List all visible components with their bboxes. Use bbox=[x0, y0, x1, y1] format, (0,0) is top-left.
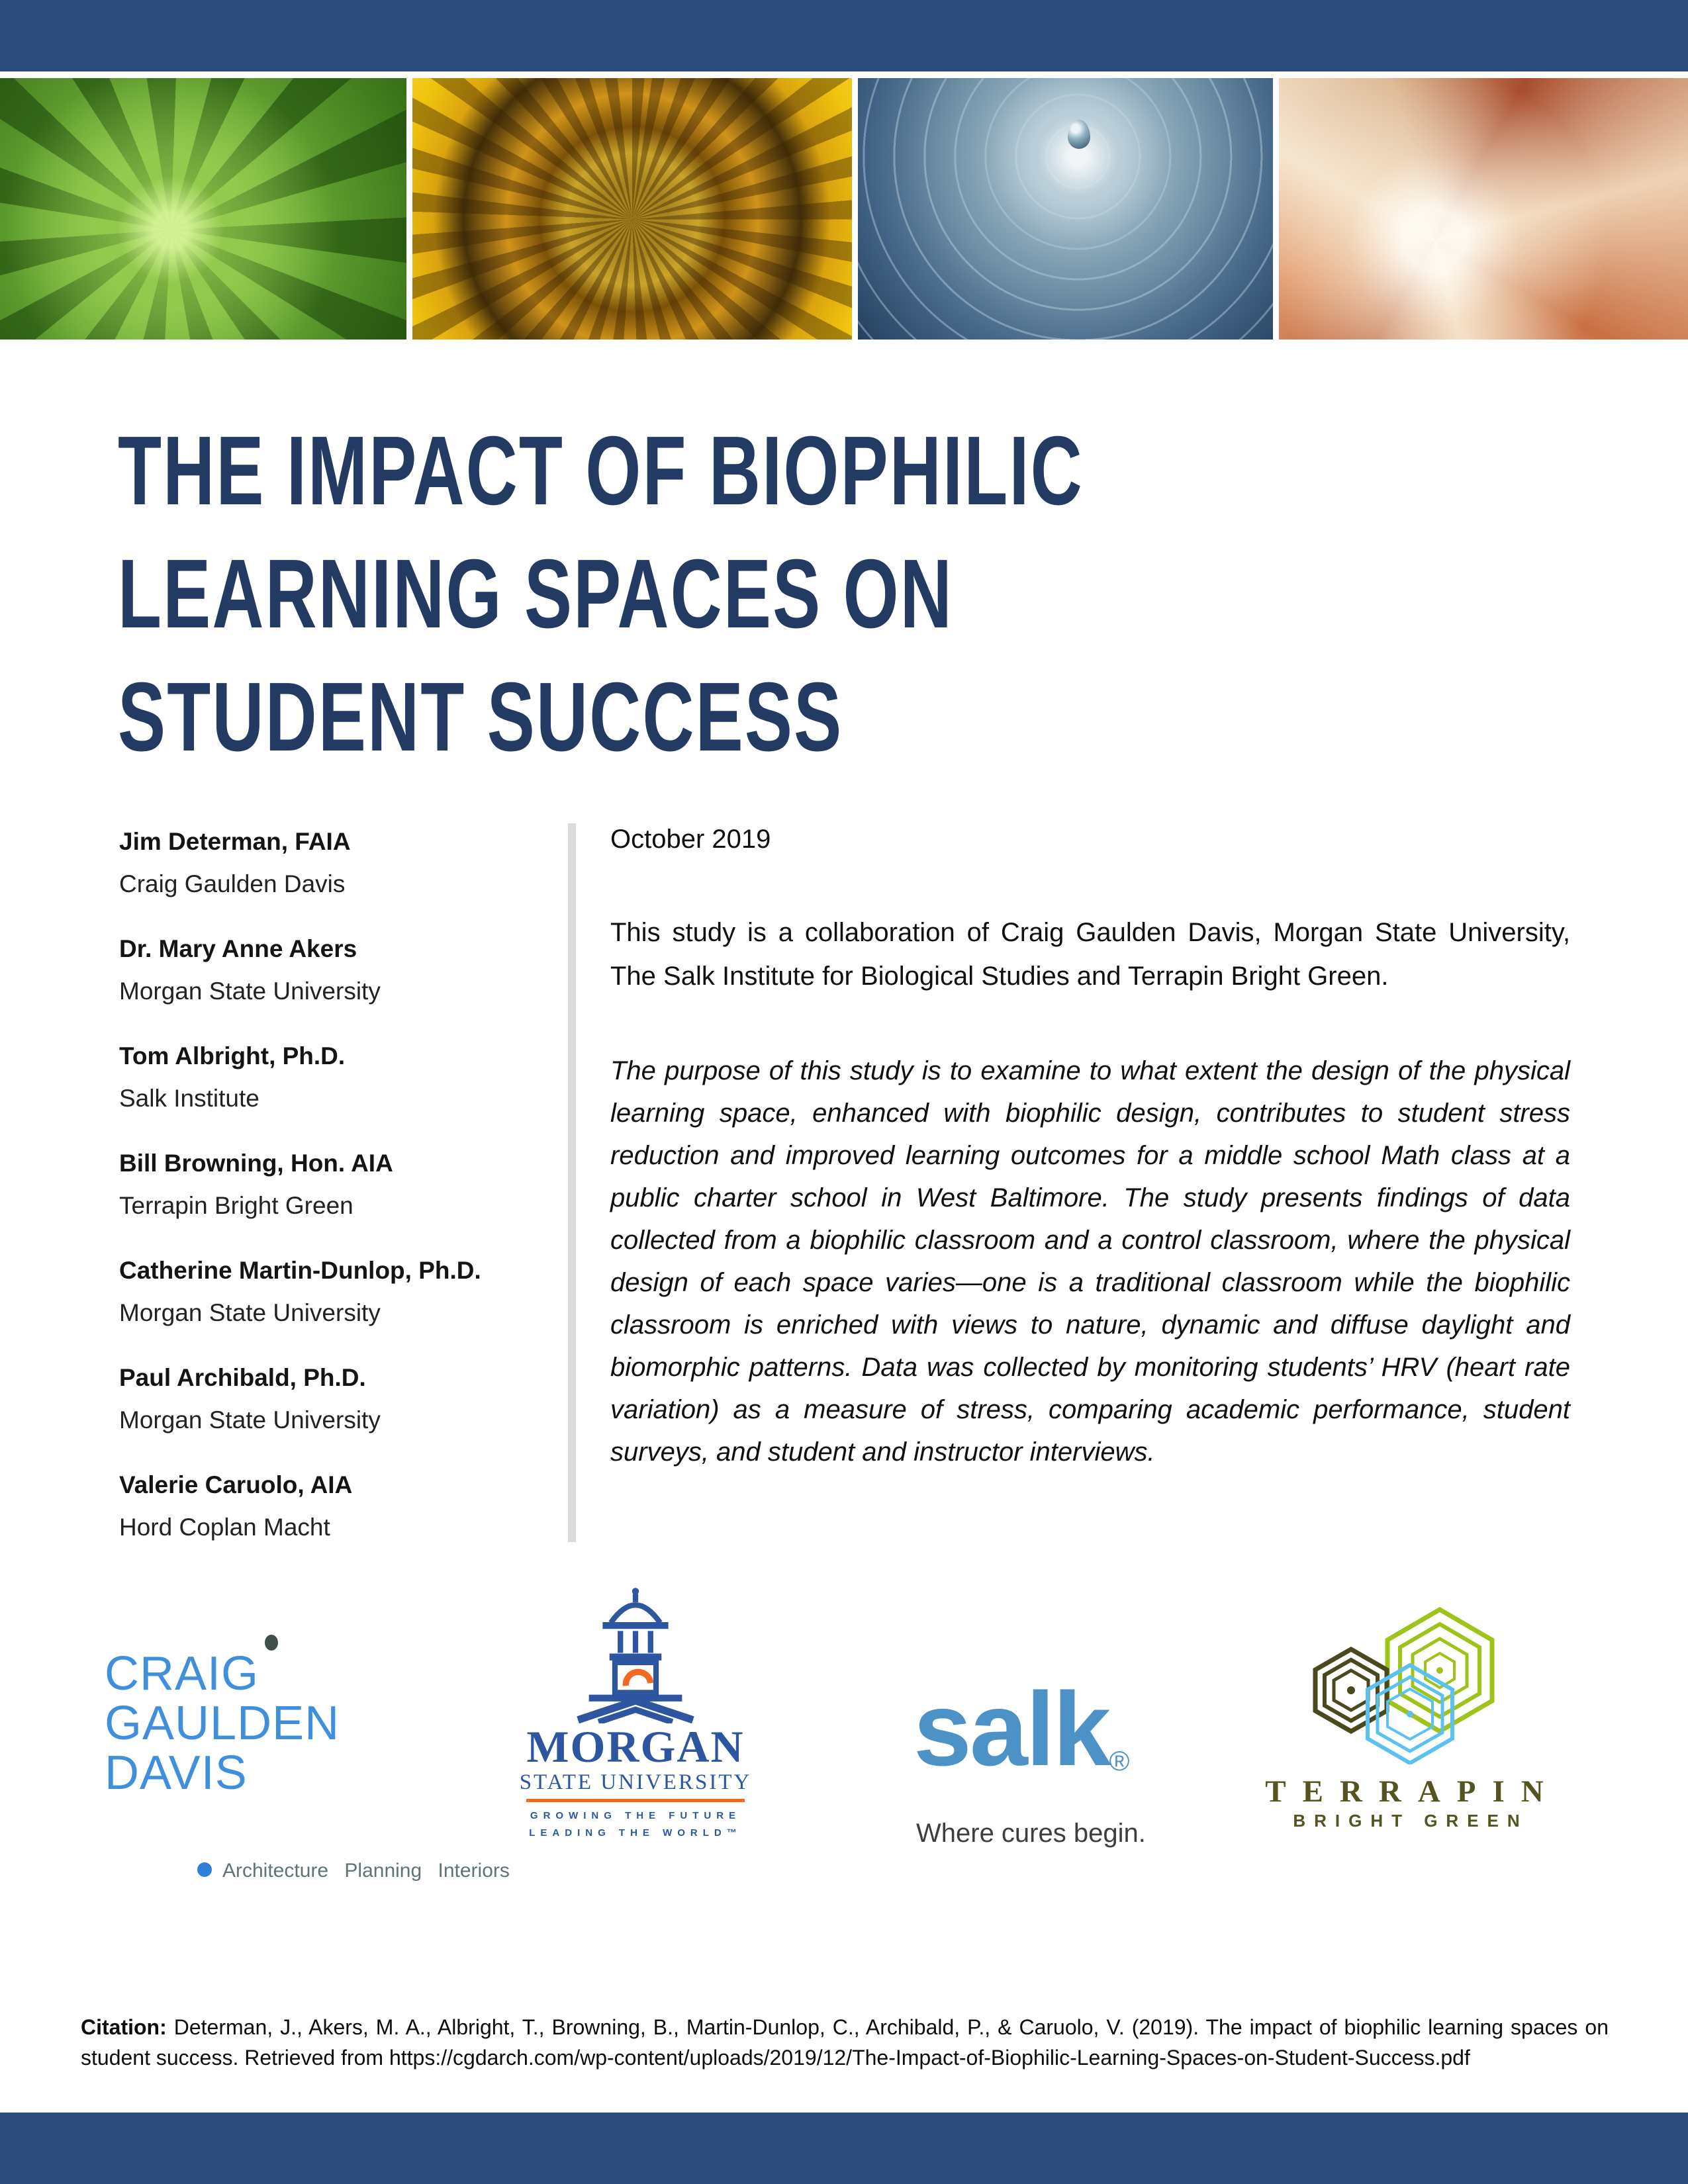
collaboration-paragraph: This study is a collaboration of Craig Gaulden Davis, Morgan State University, The Salk Institute for Biological Studies and Terrapin Bright Green. bbox=[610, 918, 1570, 991]
author-affiliation: Hord Coplan Macht bbox=[119, 1514, 330, 1541]
cgd-bullet-icon bbox=[197, 1862, 212, 1877]
author-name: Tom Albright, Ph.D. bbox=[119, 1042, 346, 1069]
author-name: Bill Browning, Hon. AIA bbox=[119, 1150, 393, 1177]
author-entry bbox=[119, 1250, 576, 1334]
author-affiliation: Morgan State University bbox=[119, 1406, 381, 1433]
column-divider bbox=[568, 823, 576, 1542]
cgd-line-1: CRAIG bbox=[105, 1647, 259, 1700]
author-name: Jim Determan, FAIA bbox=[119, 828, 351, 855]
author-entry bbox=[119, 1357, 576, 1441]
cgd-line-3: DAVIS bbox=[105, 1747, 248, 1799]
salk-wordmark-text: salk bbox=[914, 1671, 1109, 1788]
nautilus-shell-photo bbox=[1279, 78, 1688, 340]
author-affiliation: Craig Gaulden Davis bbox=[119, 870, 346, 897]
morgan-state-logo bbox=[502, 1583, 769, 1842]
terrapin-hexagons-icon bbox=[1299, 1598, 1518, 1764]
terrapin-subtitle: BRIGHT GREEN bbox=[1293, 1811, 1528, 1831]
author-name: Paul Archibald, Ph.D. bbox=[119, 1364, 366, 1391]
author-name: Valerie Caruolo, AIA bbox=[119, 1471, 353, 1498]
nature-photo-strip bbox=[0, 78, 1688, 340]
succulent-rosette-photo bbox=[0, 78, 406, 340]
title-line-3: STUDENT SUCCESS bbox=[118, 662, 843, 772]
morgan-tagline-2: LEADING THE WORLD™ bbox=[529, 1827, 742, 1839]
morgan-subtitle: STATE UNIVERSITY bbox=[519, 1770, 752, 1794]
summary-column bbox=[610, 821, 1570, 1500]
morgan-wordmark: MORGAN bbox=[526, 1721, 745, 1772]
author-entry bbox=[119, 928, 576, 1013]
page-title bbox=[118, 410, 1440, 779]
author-affiliation: Salk Institute bbox=[119, 1085, 259, 1112]
citation-label: Citation: bbox=[81, 2015, 167, 2039]
author-affiliation: Terrapin Bright Green bbox=[119, 1192, 353, 1219]
salk-wordmark bbox=[914, 1673, 1211, 1817]
author-entry bbox=[119, 821, 576, 905]
salk-logo bbox=[914, 1673, 1211, 1848]
morgan-tower-icon bbox=[559, 1583, 712, 1723]
salk-registered-mark: ® bbox=[1109, 1745, 1130, 1776]
cgd-tagline bbox=[197, 1860, 510, 1882]
publication-date: October 2019 bbox=[610, 825, 771, 854]
author-name: Catherine Martin-Dunlop, Ph.D. bbox=[119, 1257, 481, 1284]
purpose-paragraph: The purpose of this study is to examine to what extent the design of the physical learning space, enhanced with biophilic design, contributes to student stress reduction and improved learning outcomes for a middle school Math class at a public charter school in West Baltimore. The study presents findings of data collected from a biophilic classroom and a control classroom, where the physical design of each space varies—one is a traditional classroom while the biophilic classroom is enriched with views to nature, dynamic and diffuse daylight and biomorphic patterns. Data was collected by monitoring students’ HRV (heart rate variation) as a measure of stress, comparing academic performance, student surveys, and student and instructor interviews. bbox=[610, 1056, 1570, 1467]
morgan-orange-rule bbox=[526, 1799, 745, 1802]
author-name: Dr. Mary Anne Akers bbox=[119, 935, 357, 962]
craig-gaulden-davis-logo bbox=[105, 1647, 510, 1882]
bottom-accent-bar bbox=[0, 2113, 1688, 2184]
author-entry bbox=[119, 1035, 576, 1120]
author-affiliation: Morgan State University bbox=[119, 1299, 381, 1326]
title-line-2: LEARNING SPACES ON bbox=[118, 539, 953, 649]
water-drop-icon bbox=[1068, 120, 1090, 149]
cgd-tagline-text: Architecture Planning Interiors bbox=[222, 1860, 510, 1882]
cgd-line-2: GAULDEN bbox=[105, 1697, 340, 1750]
author-affiliation: Morgan State University bbox=[119, 978, 381, 1005]
salk-tagline: Where cures begin. bbox=[916, 1819, 1146, 1848]
citation-text: Determan, J., Akers, M. A., Albright, T., Browning, B., Martin-Dunlop, C., Archibald, P., & Caruolo, V. (2019). The impact of biophilic learning spaces on student success. Retrieved from https://cgdarch.com/wp-content/uploads/2019/12/The-Impact-of-Biophilic-Learning-Spaces-on-Student-Success.pdf bbox=[81, 2015, 1609, 2070]
sunflower-center-photo bbox=[412, 78, 852, 340]
top-accent-bar bbox=[0, 0, 1688, 71]
author-entry bbox=[119, 1142, 576, 1227]
water-droplet-photo bbox=[858, 78, 1273, 340]
cgd-dot-icon bbox=[265, 1635, 278, 1651]
morgan-tagline-1: GROWING THE FUTURE bbox=[530, 1810, 741, 1821]
title-line-1: THE IMPACT OF BIOPHILIC bbox=[118, 416, 1084, 526]
citation bbox=[81, 2012, 1609, 2073]
author-list bbox=[119, 821, 576, 1571]
terrapin-logo bbox=[1250, 1598, 1568, 1832]
author-entry bbox=[119, 1464, 576, 1549]
terrapin-wordmark: TERRAPIN bbox=[1265, 1774, 1560, 1809]
